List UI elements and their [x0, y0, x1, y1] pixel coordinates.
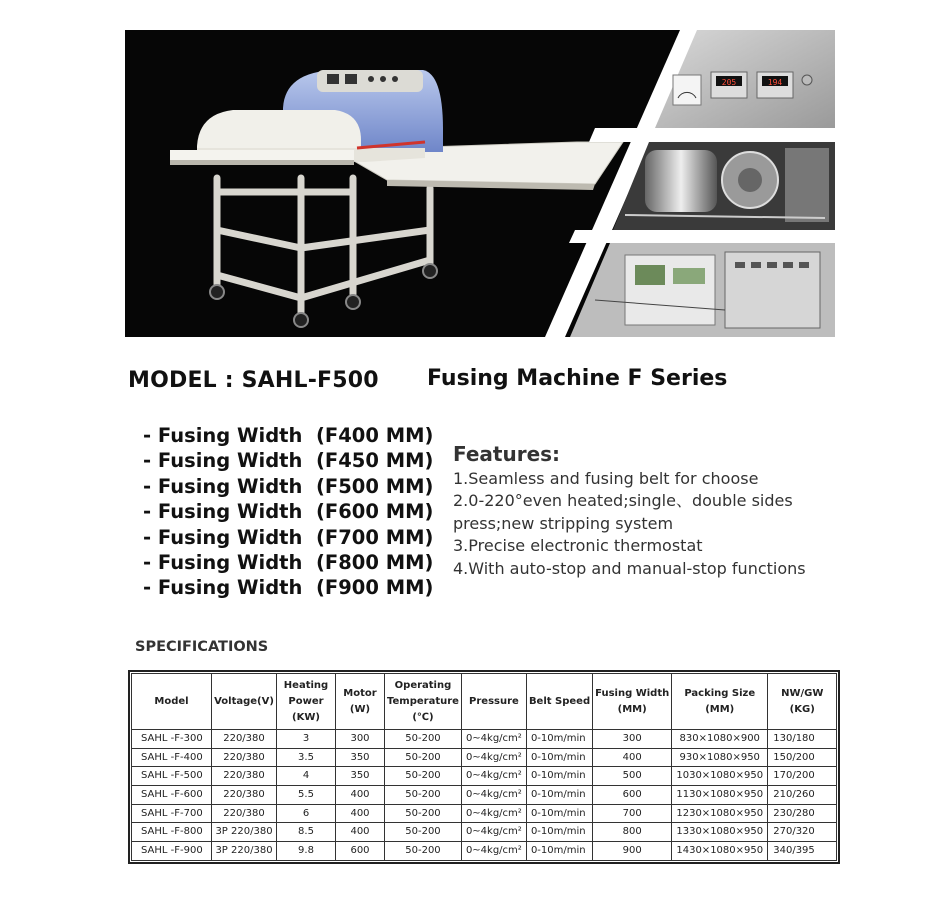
column-header-line: Packing Size: [684, 687, 756, 699]
motor-thumbnail: [613, 142, 835, 230]
table-cell-operating-temperature: 50-200: [385, 842, 462, 861]
column-header-line: (MM): [617, 703, 647, 715]
fusing-width-item: - Fusing Width (F500 MM): [143, 474, 434, 498]
table-cell-motor: 600: [336, 842, 385, 861]
table-cell-nw-gw: 230/280: [768, 804, 837, 823]
series-title: Fusing Machine F Series: [427, 366, 728, 391]
table-row: [132, 842, 837, 861]
column-header-line: Operating: [394, 679, 452, 691]
column-header-line: Voltage(V): [214, 695, 274, 707]
feature-line: press;new stripping system: [453, 513, 674, 533]
table-cell-model: SAHL -F-900: [132, 842, 212, 861]
column-header-heating-power: [277, 674, 336, 730]
column-header-line: Pressure: [469, 695, 519, 707]
table-header-row: [132, 674, 837, 730]
feature-line: 1.Seamless and fusing belt for choose: [453, 469, 759, 488]
table-cell-operating-temperature: 50-200: [385, 786, 462, 805]
table-cell-pressure: 0~4kg/cm²: [461, 748, 526, 767]
column-header-nw-gw: [768, 674, 837, 730]
table-cell-nw-gw: 270/320: [768, 823, 837, 842]
table-cell-fusing-width: 600: [593, 786, 672, 805]
table-cell-motor: 350: [336, 767, 385, 786]
column-header-line: NW/GW: [781, 687, 824, 699]
column-header-line: Temperature: [387, 695, 459, 707]
table-cell-operating-temperature: 50-200: [385, 804, 462, 823]
table-cell-model: SAHL -F-500: [132, 767, 212, 786]
fusing-width-item: - Fusing Width (F450 MM): [143, 449, 434, 473]
table-cell-model: SAHL -F-700: [132, 804, 212, 823]
table-cell-packing-size: 1330×1080×950: [672, 823, 768, 842]
table-cell-voltage: 220/380: [212, 748, 277, 767]
column-header-pressure: [461, 674, 526, 730]
table-cell-heating-power: 3.5: [277, 748, 336, 767]
table-cell-nw-gw: 210/260: [768, 786, 837, 805]
specifications-table: [131, 673, 837, 861]
column-header-fusing-width: [593, 674, 672, 730]
table-cell-nw-gw: 340/395: [768, 842, 837, 861]
table-cell-pressure: 0~4kg/cm²: [461, 842, 526, 861]
circuit-board-thumbnail: [570, 243, 835, 337]
machine-body: [197, 110, 361, 152]
column-header-line: (MM): [705, 703, 735, 715]
column-header-line: Model: [154, 695, 189, 707]
table-cell-pressure: 0~4kg/cm²: [461, 730, 526, 749]
table-row: [132, 730, 837, 749]
table-cell-fusing-width: 800: [593, 823, 672, 842]
column-header-line: (℃): [412, 711, 434, 723]
column-header-line: (KG): [789, 703, 815, 715]
feature-line: 3.Precise electronic thermostat: [453, 536, 703, 556]
table-cell-packing-size: 830×1080×900: [672, 730, 768, 749]
table-cell-packing-size: 1130×1080×950: [672, 786, 768, 805]
table-cell-belt-speed: 0-10m/min: [526, 730, 592, 749]
table-cell-pressure: 0~4kg/cm²: [461, 786, 526, 805]
table-cell-heating-power: 8.5: [277, 823, 336, 842]
column-header-motor: [336, 674, 385, 730]
fusing-width-item: - Fusing Width (F600 MM): [143, 500, 434, 524]
model-title: MODEL : SAHL-F500: [128, 368, 379, 393]
table-cell-voltage: 220/380: [212, 804, 277, 823]
table-cell-model: SAHL -F-400: [132, 748, 212, 767]
table-cell-belt-speed: 0-10m/min: [526, 804, 592, 823]
table-cell-model: SAHL -F-600: [132, 786, 212, 805]
table-cell-packing-size: 1230×1080×950: [672, 804, 768, 823]
features-section: [453, 442, 853, 580]
table-cell-model: SAHL -F-300: [132, 730, 212, 749]
fusing-width-item: - Fusing Width (F700 MM): [143, 525, 434, 549]
specifications-table-frame: [128, 670, 840, 864]
table-cell-pressure: 0~4kg/cm²: [461, 804, 526, 823]
table-cell-voltage: 220/380: [212, 786, 277, 805]
fusing-machine-illustration: [125, 30, 835, 337]
column-header-voltage: [212, 674, 277, 730]
table-row: [132, 767, 837, 786]
table-cell-fusing-width: 300: [593, 730, 672, 749]
table-cell-operating-temperature: 50-200: [385, 823, 462, 842]
table-cell-motor: 400: [336, 823, 385, 842]
fusing-width-item: - Fusing Width (F900 MM): [143, 576, 434, 600]
table-cell-operating-temperature: 50-200: [385, 748, 462, 767]
column-header-line: Heating: [283, 679, 329, 691]
fusing-width-item: - Fusing Width (F400 MM): [143, 424, 434, 447]
feature-line: 2.0-220°even heated;single、double sides: [453, 491, 793, 511]
temperature-readout-right: 194: [767, 78, 783, 87]
fusing-width-item: - Fusing Width (F800 MM): [143, 551, 434, 575]
table-cell-fusing-width: 900: [593, 842, 672, 861]
specifications-title: SPECIFICATIONS: [135, 639, 269, 655]
column-header-line: Fusing Width: [595, 687, 670, 699]
table-cell-heating-power: 9.8: [277, 842, 336, 861]
table-row: [132, 823, 837, 842]
table-cell-operating-temperature: 50-200: [385, 767, 462, 786]
table-cell-voltage: 3P 220/380: [212, 842, 277, 861]
column-header-line: Motor: [343, 687, 377, 699]
fusing-width-list: [143, 423, 433, 601]
table-cell-motor: 400: [336, 804, 385, 823]
table-cell-nw-gw: 170/200: [768, 767, 837, 786]
table-cell-belt-speed: 0-10m/min: [526, 786, 592, 805]
table-cell-belt-speed: 0-10m/min: [526, 842, 592, 861]
table-cell-packing-size: 1030×1080×950: [672, 767, 768, 786]
table-cell-motor: 350: [336, 748, 385, 767]
column-header-line: (KW): [292, 711, 320, 723]
column-header-line: (W): [349, 703, 371, 715]
table-cell-heating-power: 6: [277, 804, 336, 823]
column-header-belt-speed: [526, 674, 592, 730]
column-header-model: [132, 674, 212, 730]
column-header-operating-temperature: [385, 674, 462, 730]
features-heading: Features:: [453, 442, 561, 466]
table-cell-motor: 400: [336, 786, 385, 805]
table-row: [132, 748, 837, 767]
table-cell-belt-speed: 0-10m/min: [526, 767, 592, 786]
column-header-packing-size: [672, 674, 768, 730]
table-cell-model: SAHL -F-800: [132, 823, 212, 842]
table-cell-belt-speed: 0-10m/min: [526, 823, 592, 842]
table-row: [132, 786, 837, 805]
table-cell-motor: 300: [336, 730, 385, 749]
table-cell-voltage: 3P 220/380: [212, 823, 277, 842]
table-row: [132, 804, 837, 823]
table-cell-voltage: 220/380: [212, 730, 277, 749]
table-cell-nw-gw: 130/180: [768, 730, 837, 749]
table-body: [132, 730, 837, 861]
table-cell-pressure: 0~4kg/cm²: [461, 823, 526, 842]
table-cell-heating-power: 4: [277, 767, 336, 786]
table-cell-heating-power: 5.5: [277, 786, 336, 805]
product-image-panel: [125, 30, 835, 337]
table-cell-heating-power: 3: [277, 730, 336, 749]
table-cell-belt-speed: 0-10m/min: [526, 748, 592, 767]
table-cell-voltage: 220/380: [212, 767, 277, 786]
table-cell-fusing-width: 700: [593, 804, 672, 823]
table-cell-packing-size: 930×1080×950: [672, 748, 768, 767]
table-cell-nw-gw: 150/200: [768, 748, 837, 767]
column-header-line: Belt Speed: [528, 695, 591, 707]
table-cell-fusing-width: 400: [593, 748, 672, 767]
table-cell-operating-temperature: 50-200: [385, 730, 462, 749]
feature-line: 4.With auto-stop and manual-stop functions: [453, 558, 806, 578]
table-cell-packing-size: 1430×1080×950: [672, 842, 768, 861]
table-cell-pressure: 0~4kg/cm²: [461, 767, 526, 786]
temperature-readout-left: 205: [721, 78, 737, 87]
table-cell-fusing-width: 500: [593, 767, 672, 786]
column-header-line: Power: [288, 695, 324, 707]
